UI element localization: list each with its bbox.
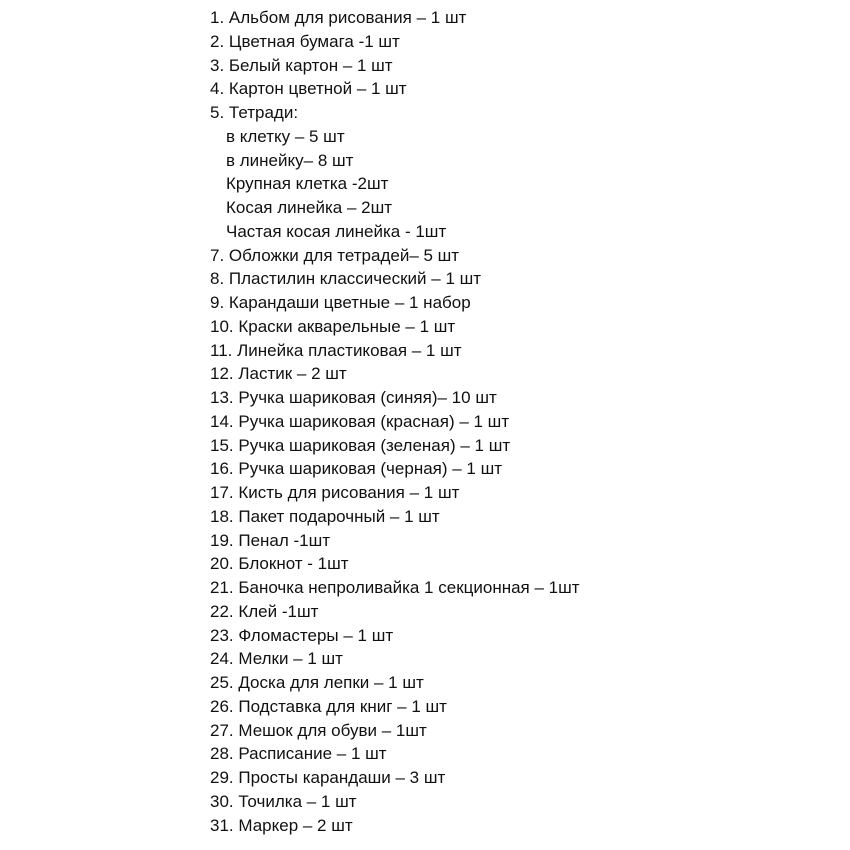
list-item: 8. Пластилин классический – 1 шт — [210, 269, 482, 289]
list-item: 11. Линейка пластиковая – 1 шт — [210, 340, 462, 360]
list-item: 20. Блокнот - 1шт — [210, 554, 349, 574]
list-item: 31. Маркер – 2 шт — [210, 815, 353, 835]
list-item: 23. Фломастеры – 1 шт — [210, 625, 394, 645]
list-item: 28. Расписание – 1 шт — [210, 744, 387, 764]
list-item: 21. Баночка непроливайка 1 секционная – 1шт — [210, 578, 580, 597]
list-item: 5. Тетради: — [210, 103, 299, 122]
list-item: 3. Белый картон – 1 шт — [210, 55, 393, 75]
supply-list — [210, 6, 580, 837]
list-item: 12. Ластик – 2 шт — [210, 364, 347, 384]
list-subitem: Частая косая линейка - 1шт — [226, 221, 447, 241]
list-item: 30. Точилка – 1 шт — [210, 791, 357, 811]
list-item: 18. Пакет подарочный – 1 шт — [210, 506, 440, 526]
list-item: 14. Ручка шариковая (красная) – 1 шт — [210, 411, 510, 431]
list-item: 13. Ручка шариковая (синяя)– 10 шт — [210, 388, 497, 407]
list-item: 25. Доска для лепки – 1 шт — [210, 673, 424, 692]
list-item: 29. Просты карандаши – 3 шт — [210, 768, 446, 787]
list-item: 27. Мешок для обуви – 1шт — [210, 720, 427, 740]
list-item: 2. Цветная бумага -1 шт — [210, 31, 400, 51]
list-item: 17. Кисть для рисования – 1 шт — [210, 483, 460, 502]
list-item: 10. Краски акварельные – 1 шт — [210, 316, 456, 336]
list-item: 19. Пенал -1шт — [210, 530, 331, 550]
list-subitem: Косая линейка – 2шт — [226, 198, 393, 217]
list-item: 26. Подставка для книг – 1 шт — [210, 696, 447, 716]
list-item: 1. Альбом для рисования – 1 шт — [210, 8, 467, 27]
list-item: 22. Клей -1шт — [210, 601, 319, 621]
list-item: 15. Ручка шариковая (зеленая) – 1 шт — [210, 435, 511, 455]
list-item: 24. Мелки – 1 шт — [210, 649, 343, 669]
list-item: 4. Картон цветной – 1 шт — [210, 79, 407, 99]
list-item: 16. Ручка шариковая (черная) – 1 шт — [210, 459, 503, 479]
list-item: 7. Обложки для тетрадей– 5 шт — [210, 245, 460, 265]
list-subitem: Крупная клетка -2шт — [226, 174, 389, 194]
list-item: 9. Карандаши цветные – 1 набор — [210, 293, 471, 312]
list-subitem: в линейку– 8 шт — [226, 150, 354, 170]
list-subitem: в клетку – 5 шт — [226, 126, 345, 146]
